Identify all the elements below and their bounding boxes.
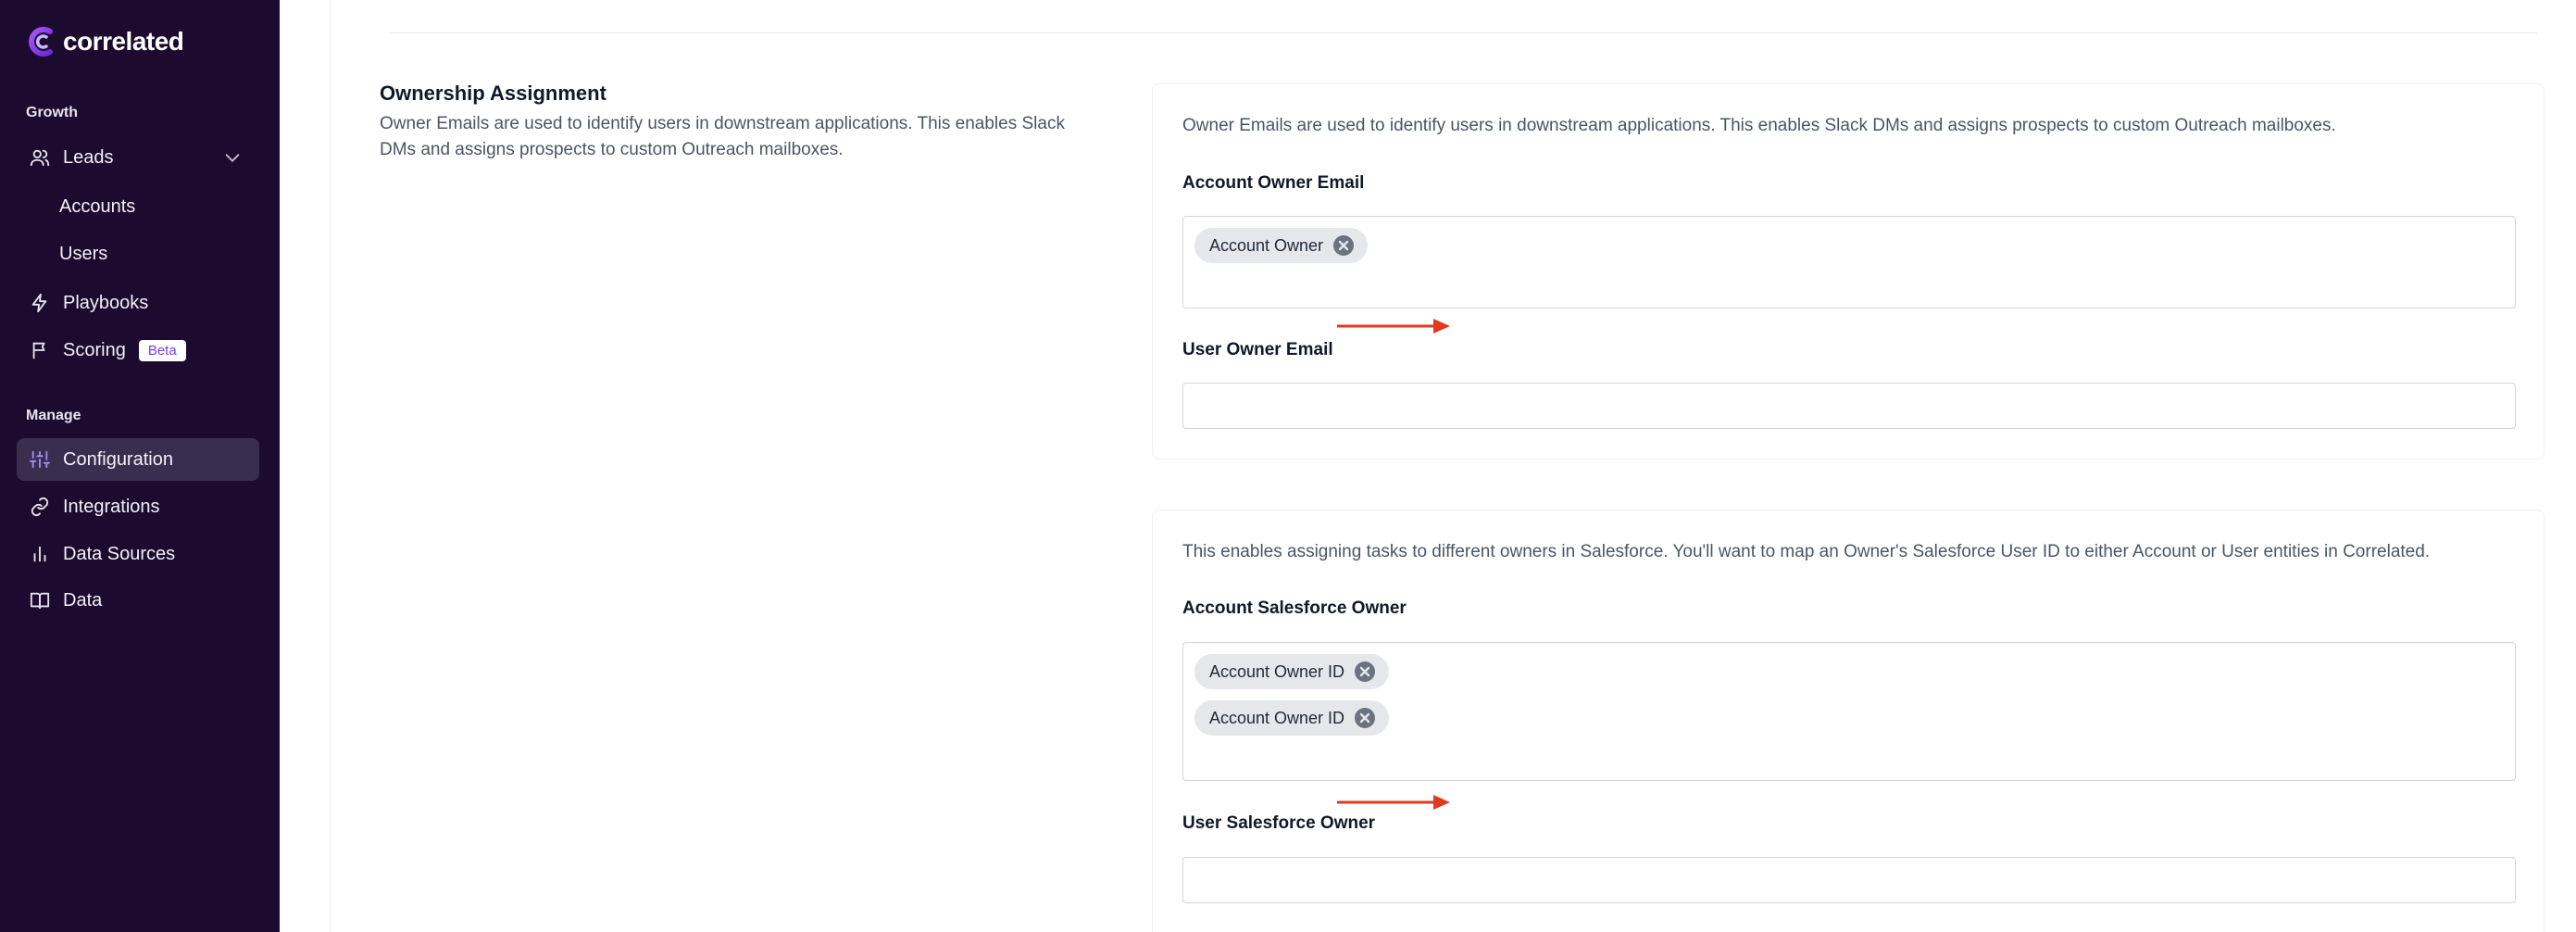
- salesforce-owner-description: This enables assigning tasks to different owners in Salesforce. You'll want to map an Owner's Salesforce User ID to either Account or User entities in Correlated.: [1182, 542, 2431, 561]
- remove-chip-icon[interactable]: [1354, 661, 1376, 683]
- manage-section-label: Manage: [26, 408, 81, 423]
- beta-badge: Beta: [139, 340, 186, 361]
- correlated-logo-icon: [26, 26, 57, 57]
- section-description: Owner Emails are used to identify users in downstream applications. This enables Slack DMs and assigns prospects to custom Outreach mailboxes.: [380, 114, 1065, 159]
- sidebar-item-accounts[interactable]: [17, 185, 259, 228]
- account-owner-chip: [1194, 228, 1368, 263]
- sidebar-item-leads[interactable]: [17, 136, 259, 179]
- sidebar-item-data-sources[interactable]: [17, 533, 259, 575]
- sidebar-item-label: Accounts: [59, 195, 136, 217]
- owner-email-card: [1152, 83, 2545, 460]
- chevron-down-icon[interactable]: [222, 147, 243, 168]
- chip-label: Account Owner ID: [1209, 708, 1345, 727]
- sidebar-item-playbooks[interactable]: [17, 282, 259, 324]
- sidebar-item-integrations[interactable]: [17, 485, 259, 528]
- section-title: Ownership Assignment: [380, 82, 606, 105]
- user-salesforce-owner-label: User Salesforce Owner: [1182, 813, 1376, 833]
- account-owner-email-field[interactable]: [1182, 216, 2516, 309]
- brand-name: correlated: [63, 27, 184, 56]
- user-owner-email-input[interactable]: [1182, 383, 2516, 429]
- sliders-icon: [30, 449, 50, 470]
- growth-section-label: Growth: [26, 105, 78, 120]
- salesforce-owner-card: [1152, 510, 2545, 932]
- account-owner-id-chip: [1194, 654, 1389, 689]
- brand-logo[interactable]: [26, 26, 183, 57]
- book-icon: [30, 590, 50, 611]
- account-owner-id-chip: [1194, 700, 1389, 736]
- chip-label: Account Owner ID: [1209, 661, 1345, 681]
- sidebar-item-label: Data Sources: [63, 543, 176, 564]
- sidebar-item-label: Leads: [63, 146, 114, 168]
- sidebar-item-label: Integrations: [63, 496, 160, 517]
- link-icon: [30, 497, 50, 517]
- user-salesforce-owner-input[interactable]: [1182, 857, 2516, 903]
- sidebar-item-label: Users: [59, 243, 108, 264]
- sidebar-item-data[interactable]: [17, 579, 259, 622]
- sidebar-item-configuration[interactable]: [17, 438, 259, 481]
- sidebar-item-label: Data: [63, 589, 103, 611]
- sidebar-item-users[interactable]: [17, 233, 259, 275]
- users-icon: [30, 147, 50, 168]
- flag-icon: [30, 340, 50, 360]
- sidebar-item-label: Playbooks: [63, 292, 149, 313]
- remove-chip-icon[interactable]: [1332, 234, 1355, 257]
- account-salesforce-owner-label: Account Salesforce Owner: [1182, 598, 1407, 618]
- annotation-arrow-icon: [1337, 317, 1452, 335]
- bolt-icon: [30, 293, 50, 313]
- remove-chip-icon[interactable]: [1354, 707, 1376, 729]
- sidebar-item-label: Scoring: [63, 339, 126, 360]
- bar-chart-icon: [30, 544, 50, 564]
- chip-label: Account Owner: [1209, 235, 1324, 255]
- main-content: [280, 0, 2576, 932]
- owner-email-description: Owner Emails are used to identify users in downstream applications. This enables Slack DMs and assigns prospects to custom Outreach mailboxes.: [1182, 116, 2336, 135]
- annotation-arrow-icon: [1337, 793, 1452, 812]
- sidebar-item-label: Configuration: [63, 448, 173, 470]
- user-owner-email-label: User Owner Email: [1182, 340, 1333, 359]
- account-owner-email-label: Account Owner Email: [1182, 173, 1365, 193]
- sidebar-item-scoring[interactable]: [17, 329, 259, 372]
- content-border: [330, 0, 331, 932]
- section-divider: [389, 32, 2537, 33]
- sidebar: [0, 0, 280, 932]
- account-salesforce-owner-field[interactable]: [1182, 642, 2516, 781]
